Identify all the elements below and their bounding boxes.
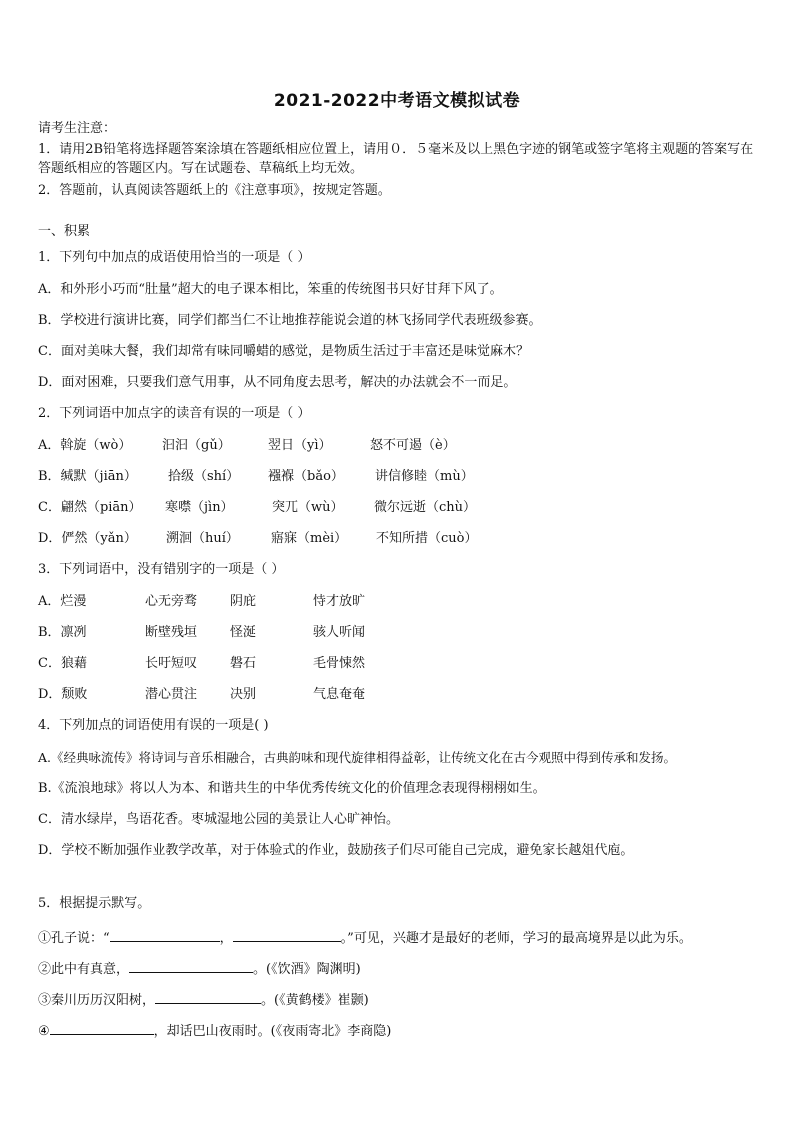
answer-blank[interactable] — [110, 927, 220, 942]
q1-option-a: A．和外形小巧而“肚量”超大的电子课本相比，笨重的传统图书只好甘拜下风了。 — [38, 282, 503, 297]
q4-option-b: B.《流浪地球》将以人为本、和谐共生的中华优秀传统文化的价值理念表现得栩栩如生。 — [38, 781, 546, 796]
notice-item-2: 2．答题前，认真阅读答题纸上的《注意事项》，按规定答题。 — [38, 183, 391, 198]
q2-row-d-item: 不知所措（cuò） — [376, 531, 478, 546]
q4-stem: 4．下列加点的词语使用有误的一项是( ) — [38, 718, 269, 733]
q5-line-1 — [38, 927, 692, 948]
q5-line-3-text: 。(《黄鹤楼》崔颢) — [261, 993, 369, 1008]
q5-line-1-text: ①孔子说：“ — [38, 931, 110, 946]
q2-row-b-item: 拾级（shí） — [168, 469, 240, 484]
answer-blank[interactable] — [155, 989, 261, 1004]
q2-row-a-item: A．斡旋（wò） — [38, 438, 132, 453]
q2-row-c-item: C．翩然（piān） — [38, 500, 142, 515]
q2-row-d-item: D．俨然（yǎn） — [38, 531, 137, 546]
q1-option-c: C．面对美味大餐，我们却常有味同嚼蜡的感觉，是物质生活过于丰富还是味觉麻木？ — [38, 344, 529, 359]
q3-row-d-item: D．颓败 — [38, 687, 88, 702]
q5-line-4 — [38, 1020, 391, 1041]
notice-heading: 请考生注意： — [38, 121, 117, 136]
q3-row-c-item: 磐石 — [230, 656, 257, 671]
q2-row-a-item: 翌日（yì） — [268, 438, 332, 453]
q1-stem: 1．下列句中加点的成语使用恰当的一项是（ ） — [38, 250, 311, 265]
answer-blank[interactable] — [50, 1020, 154, 1035]
q2-row-c-item: 微尔远逝（chù） — [374, 500, 477, 515]
q3-row-d-item: 气息奄奄 — [313, 687, 366, 702]
q2-row-b-item: 讲信修睦（mù） — [375, 469, 474, 484]
q5-line-4-text: ，却话巴山夜雨时。(《夜雨寄北》李商隐) — [153, 1024, 392, 1039]
answer-blank[interactable] — [233, 927, 341, 942]
q2-row-b-item: B．缄默（jiān） — [38, 469, 137, 484]
q2-row-c-item: 突兀（wù） — [272, 500, 344, 515]
q3-row-c-item: C．狼藉 — [38, 656, 87, 671]
q1-option-b: B．学校进行演讲比赛，同学们都当仁不让地推荐能说会道的林飞扬同学代表班级参赛。 — [38, 313, 542, 328]
q2-stem: 2．下列词语中加点字的读音有误的一项是（ ） — [38, 406, 311, 421]
q5-line-2-text: 。(《饮酒》陶渊明) — [253, 962, 361, 977]
q2-row-b-item: 襁褓（bǎo） — [268, 469, 344, 484]
q2-row-a-item: 汩汩（gǔ） — [162, 438, 231, 453]
q5-line-3-text: ③秦川历历汉阳树， — [38, 993, 156, 1008]
q3-row-c-item: 长吁短叹 — [145, 656, 198, 671]
q5-line-2-text: ②此中有真意， — [38, 962, 130, 977]
q2-row-a-item: 怒不可遏（è） — [370, 438, 456, 453]
q5-line-2 — [38, 958, 361, 979]
q5-line-4-text: ④ — [38, 1024, 50, 1039]
q5-line-3 — [38, 989, 369, 1010]
q2-row-d-item: 溯洄（huí） — [166, 531, 239, 546]
q1-option-d: D．面对困难，只要我们意气用事，从不同角度去思考，解决的办法就会不一而足。 — [38, 375, 517, 390]
q5-line-1-text: ， — [219, 931, 233, 946]
q3-row-b-item: 骇人听闻 — [313, 625, 366, 640]
q4-option-d: D．学校不断加强作业教学改革，对于体验式的作业，鼓励孩子们尽可能自己完成，避免家长越俎代庖。 — [38, 843, 634, 858]
exam-title: 2021-2022中考语文模拟试卷 — [273, 91, 521, 111]
q2-row-d-item: 寤寐（mèi） — [271, 531, 348, 546]
q3-row-d-item: 决别 — [230, 687, 257, 702]
q3-row-b-item: B．凛冽 — [38, 625, 87, 640]
q3-row-b-item: 断壁残垣 — [145, 625, 198, 640]
q3-row-a-item: 心无旁骛 — [145, 594, 198, 609]
answer-blank[interactable] — [129, 958, 253, 973]
q5-line-1-text: 。”可见，兴趣才是最好的老师，学习的最高境界是以此为乐。 — [340, 931, 692, 946]
q3-stem: 3．下列词语中，没有错别字的一项是（ ） — [38, 562, 285, 577]
notice-item-1: 1．请用2B铅笔将选择题答案涂填在答题纸相应位置上，请用０．５毫米及以上黑色字迹的钢笔或签字笔将主观题的答案写在答题纸相应的答题区内。写在试题卷、草稿纸上均无效。 — [38, 142, 754, 176]
q3-row-a-item: 恃才放旷 — [313, 594, 366, 609]
q3-row-b-item: 怪涎 — [230, 625, 257, 640]
q4-option-a: A.《经典咏流传》将诗词与音乐相融合，古典韵味和现代旋律相得益彰，让传统文化在古今观照中得到传承和发扬。 — [38, 750, 677, 765]
q3-row-a-item: A．烂漫 — [38, 594, 87, 609]
q4-option-c: C．清水绿岸，鸟语花香。枣城湿地公园的美景让人心旷神怡。 — [38, 812, 399, 827]
q2-row-c-item: 寒噤（jìn） — [165, 500, 234, 515]
q5-stem: 5．根据提示默写。 — [38, 896, 151, 911]
q3-row-d-item: 潜心贯注 — [145, 687, 198, 702]
section-heading: 一、积累 — [38, 224, 91, 239]
q3-row-a-item: 阴庇 — [230, 594, 257, 609]
q3-row-c-item: 毛骨悚然 — [313, 656, 366, 671]
